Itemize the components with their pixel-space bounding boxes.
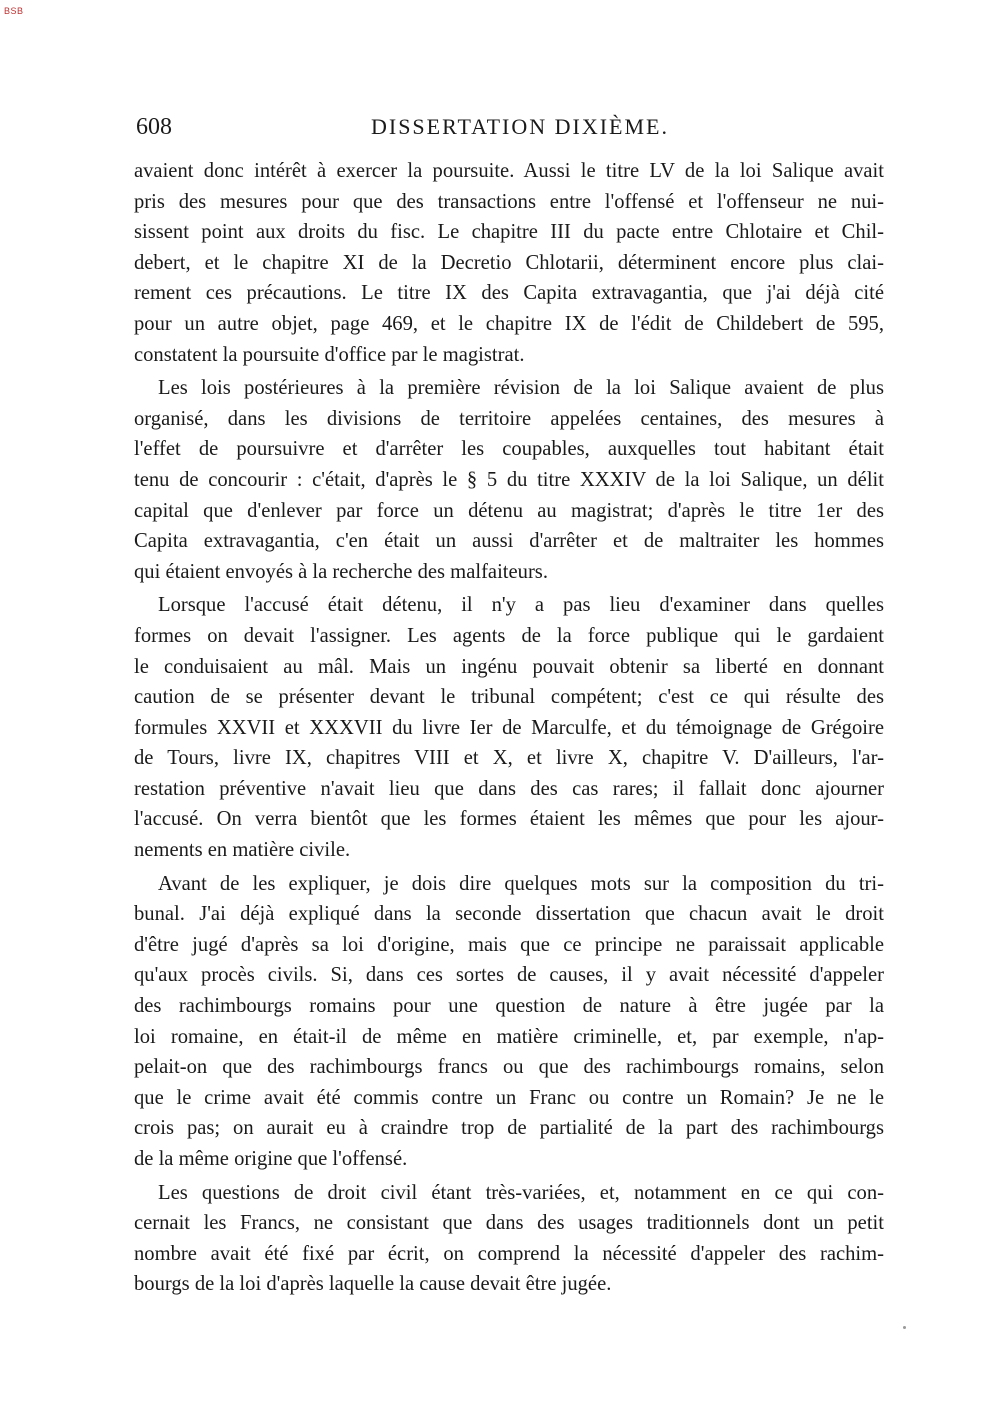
text-line: restation préventive n'avait lieu que dans des cas rares; il fallait donc ajourner	[134, 777, 884, 800]
text-line: l'effet de poursuivre et d'arrêter les coupables, auxquelles tout habitant était	[134, 438, 884, 461]
text-line: Avant de les expliquer, je dois dire quelques mots sur la composition du tri-	[158, 872, 884, 895]
text-line: pour un autre objet, page 469, et le chapitre IX de l'édit de Childebert de 595,	[134, 312, 884, 335]
text-line: tenu de concourir : c'était, d'après le § 5 du titre XXXIV de la loi Salique, un délit	[134, 468, 884, 491]
paragraph	[134, 373, 884, 587]
text-line: avaient donc intérêt à exercer la poursuite. Aussi le titre LV de la loi Salique avait	[134, 160, 884, 182]
page-number: 608	[136, 114, 172, 140]
text-line: debert, et le chapitre XI de la Decretio Chlotarii, déterminent encore plus clai-	[134, 251, 884, 274]
text-line: de la même origine que l'offensé.	[134, 1148, 408, 1170]
text-line: organisé, dans les divisions de territoire appelées centaines, des mesures à	[134, 407, 884, 430]
text-line: loi romaine, en était-il de même en matière criminelle, et, par exemple, n'ap-	[134, 1025, 884, 1048]
text-line: pelait-on que des rachimbourgs francs ou que des rachimbourgs romains, selon	[134, 1056, 884, 1079]
text-line: des rachimbourgs romains pour une question de nature à être jugée par la	[134, 995, 884, 1018]
page-header	[136, 114, 884, 144]
paragraph	[134, 590, 884, 865]
text-line: bunal. J'ai déjà expliqué dans la seconde dissertation que chacun avait le droit	[134, 903, 884, 926]
text-line: sissent point aux droits du fisc. Le chapitre III du pacte entre Chlotaire et Chil-	[134, 221, 884, 244]
text-line: d'être jugé d'après sa loi d'origine, mais que ce principe ne paraissait applicable	[134, 933, 884, 956]
text-line: rement ces précautions. Le titre IX des Capita extravagantia, que j'ai déjà cité	[134, 282, 884, 305]
text-line: constatent la poursuite d'office par le magistrat.	[134, 343, 525, 366]
text-line: le conduisaient au mâl. Mais un ingénu pouvait obtenir sa liberté en donnant	[134, 655, 884, 678]
text-line: pris des mesures pour que des transactions entre l'offensé et l'offenseur ne nui-	[134, 190, 884, 213]
body-text	[134, 156, 884, 1303]
text-line: que le crime avait été commis contre un Franc ou contre un Romain? Je ne le	[134, 1086, 884, 1109]
text-line: qu'aux procès civils. Si, dans ces sortes de causes, il y avait nécessité d'appeler	[134, 964, 884, 987]
text-line: nombre avait été fixé par écrit, on comprend la nécessité d'appeler des rachim-	[134, 1242, 884, 1265]
paragraph	[134, 156, 884, 370]
text-line: qui étaient envoyés à la recherche des malfaiteurs.	[134, 560, 548, 583]
text-line: Les questions de droit civil étant très-variées, et, notamment en ce qui con-	[158, 1181, 884, 1204]
text-line: Les lois postérieures à la première révision de la loi Salique avaient de plus	[158, 377, 884, 400]
scan-speck	[903, 1326, 906, 1329]
paragraph	[134, 1178, 884, 1300]
text-line: nements en matière civile.	[134, 839, 351, 862]
text-line: bourgs de la loi d'après laquelle la cause devait être jugée.	[134, 1273, 612, 1296]
text-line: de Tours, livre IX, chapitres VIII et X, et livre X, chapitre V. D'ailleurs, l'ar-	[134, 747, 884, 770]
text-line: formules XXVII et XXXVII du livre Ier de Marculfe, et du témoignage de Grégoire	[134, 716, 884, 739]
library-stamp: BSB	[4, 6, 24, 16]
text-line: formes on devait l'assigner. Les agents de la force publique qui le gardaient	[134, 624, 884, 647]
paragraph	[134, 869, 884, 1175]
text-line: l'accusé. On verra bientôt que les formes étaient les mêmes que pour les ajour-	[134, 808, 884, 831]
text-line: crois pas; on aurait eu à craindre trop de partialité de la part des rachimbourgs	[134, 1117, 884, 1140]
text-line: cernait les Francs, ne consistant que dans des usages traditionnels dont un petit	[134, 1212, 884, 1235]
running-title: DISSERTATION DIXIÈME.	[370, 114, 669, 139]
text-line: caution de se présenter devant le tribunal compétent; c'est ce qui résulte des	[134, 686, 884, 709]
text-line: capital que d'enlever par force un détenu au magistrat; d'après le titre 1er des	[134, 499, 884, 522]
text-line: Capita extravagantia, c'en était un aussi d'arrêter et de maltraiter les hommes	[134, 530, 884, 553]
text-line: Lorsque l'accusé était détenu, il n'y a pas lieu d'examiner dans quelles	[158, 594, 884, 617]
